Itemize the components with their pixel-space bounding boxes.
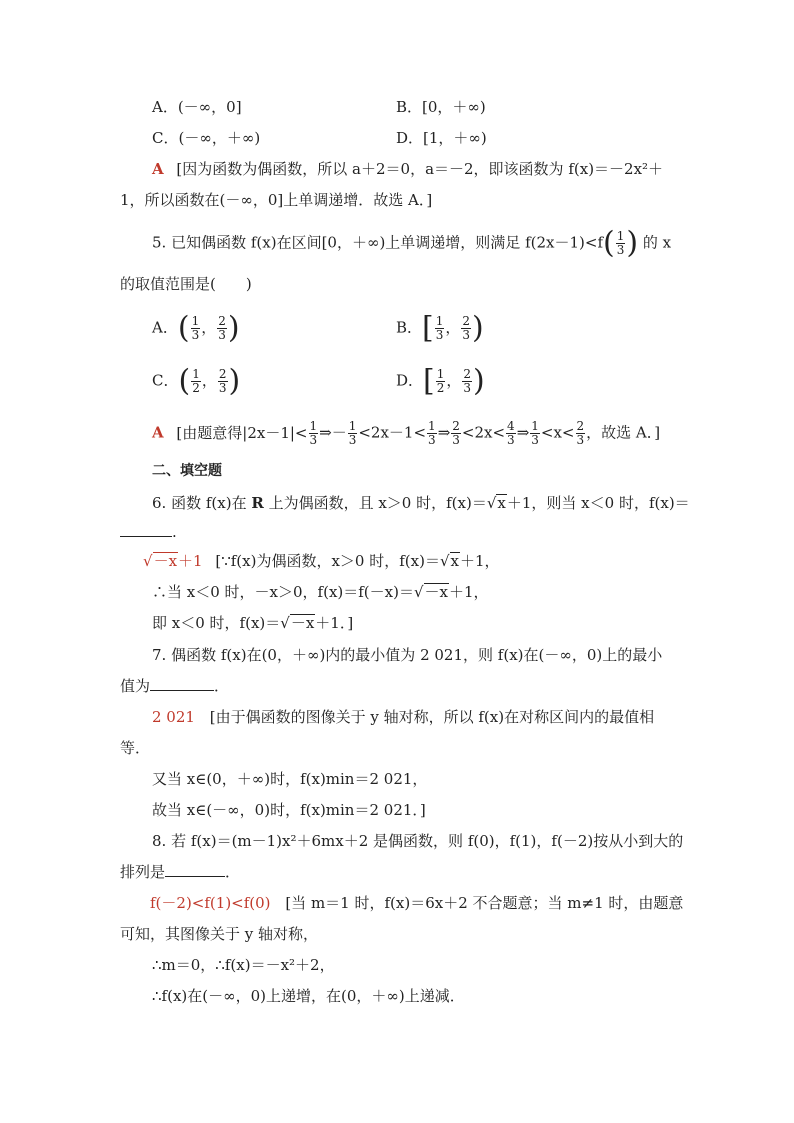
q7-stem-line2: 值为 ． <box>120 677 230 695</box>
q7-answer-line4: 故当 x∈(－∞，0)时，f(x)min＝2 021．] <box>152 801 426 819</box>
q6-answer-line1: √－x＋1 [∵f(x)为偶函数，x＞0 时，f(x)＝√x＋1， <box>143 552 500 570</box>
q5-stem-line1 <box>152 225 672 261</box>
q4-answer-text: [因为函数为偶函数，所以 a＋2＝0，a＝－2，即该函数为 f(x)＝－2x²＋ <box>176 160 664 178</box>
q5-answer: A [由题意得|2x－1|< $\frac{1}{3}$ ⇒－ $\frac{1}{3}$ <2x－1< $\frac{1}{3}$ ⇒ $\frac{2}{3}$ <2x< $\frac{4}{3}$ ⇒ $\frac{1}{3}$ <x< $\frac{2}{3}$ ，故选 A．] <box>152 419 661 447</box>
q8-stem-line1: 8. 若 f(x)＝(m－1)x²＋6mx＋2 是偶函数，则 f(0)，f(1)，f(－2)按从小到大的 <box>152 832 684 850</box>
q6-stem-line1: 6. 函数 f(x)在 R 上为偶函数，且 x＞0 时，f(x)＝√x＋1，则当 x＜0 时，f(x)＝ <box>152 494 690 512</box>
q8-answer: f(－2)<f(1)<f(0) <box>150 894 271 912</box>
q5-stem-line2: 的取值范围是( ) <box>120 275 252 293</box>
q8-answer-line1: f(－2)<f(1)<f(0) [当 m＝1 时，f(x)＝6x＋2 不合题意；当 m≠1 时，由题意 <box>150 894 684 912</box>
q4-option-c: C．(－∞，＋∞) <box>152 129 261 147</box>
q7-answer-line3: 又当 x∈(0，＋∞)时，f(x)min＝2 021， <box>152 770 428 788</box>
q8-stem-line2: 排列是 ． <box>120 863 241 881</box>
section-title-fill-in: 二、填空题 <box>152 463 222 479</box>
q6-answer-line2: ∴当 x＜0 时，－x＞0，f(x)＝f(－x)＝√－x＋1， <box>152 583 489 601</box>
q4-option-b: B．[0，＋∞) <box>396 98 486 116</box>
q4-option-d: D．[1，＋∞) <box>396 129 487 147</box>
q5-frac-one-third: $\frac{1}{3}$ <box>616 229 625 257</box>
paren-open: ( <box>603 225 615 261</box>
q5-option-a: A．( $\frac{1}{3}$ ， $\frac{2}{3}$ ) <box>152 310 240 346</box>
q6-blank: . <box>120 522 177 542</box>
q5-answer-letter: A <box>152 423 164 442</box>
q7-answer-line1: 2 021 [由于偶函数的图像关于 y 轴对称，所以 f(x)在对称区间内的最值相 <box>152 708 655 726</box>
q4-answer-letter: A <box>152 160 164 178</box>
q8-answer-line3: ∴m＝0，∴f(x)＝－x²＋2， <box>152 956 335 974</box>
q5-option-b: B．[ $\frac{1}{3}$ ， $\frac{2}{3}$ ) <box>396 310 484 346</box>
q6-answer: √－x＋1 <box>143 552 203 570</box>
q4-answer-line2: 1，所以函数在(－∞，0]上单调递增．故选 A．] <box>120 191 433 209</box>
q6-answer-line3: 即 x＜0 时，f(x)＝√－x＋1．] <box>152 614 354 632</box>
q7-stem-line1: 7. 偶函数 f(x)在(0，＋∞)内的最小值为 2 021，则 f(x)在(－∞，0)上的最小 <box>152 646 663 664</box>
paren-close: ) <box>626 225 639 261</box>
q5-stem-text: 5. 已知偶函数 f(x)在区间[0，＋∞)上单调递增，则满足 f(2x－1)<f <box>152 233 603 252</box>
q5-option-c: C．( $\frac{1}{2}$ ， $\frac{2}{3}$ ) <box>152 363 241 399</box>
q8-answer-line2: 可知，其图像关于 y 轴对称， <box>120 925 319 943</box>
q4-answer-line1 <box>152 159 663 179</box>
q5-stem-tail: 的 x <box>642 233 672 252</box>
q5-option-d: D．[ $\frac{1}{2}$ ， $\frac{2}{3}$ ) <box>396 363 485 399</box>
q7-answer-line2: 等． <box>120 739 151 757</box>
q4-option-a: A．(－∞，0] <box>152 98 242 116</box>
q8-answer-line4: ∴f(x)在(－∞，0)上递增，在(0，＋∞)上递减． <box>152 987 465 1005</box>
q7-answer: 2 021 <box>152 708 195 726</box>
